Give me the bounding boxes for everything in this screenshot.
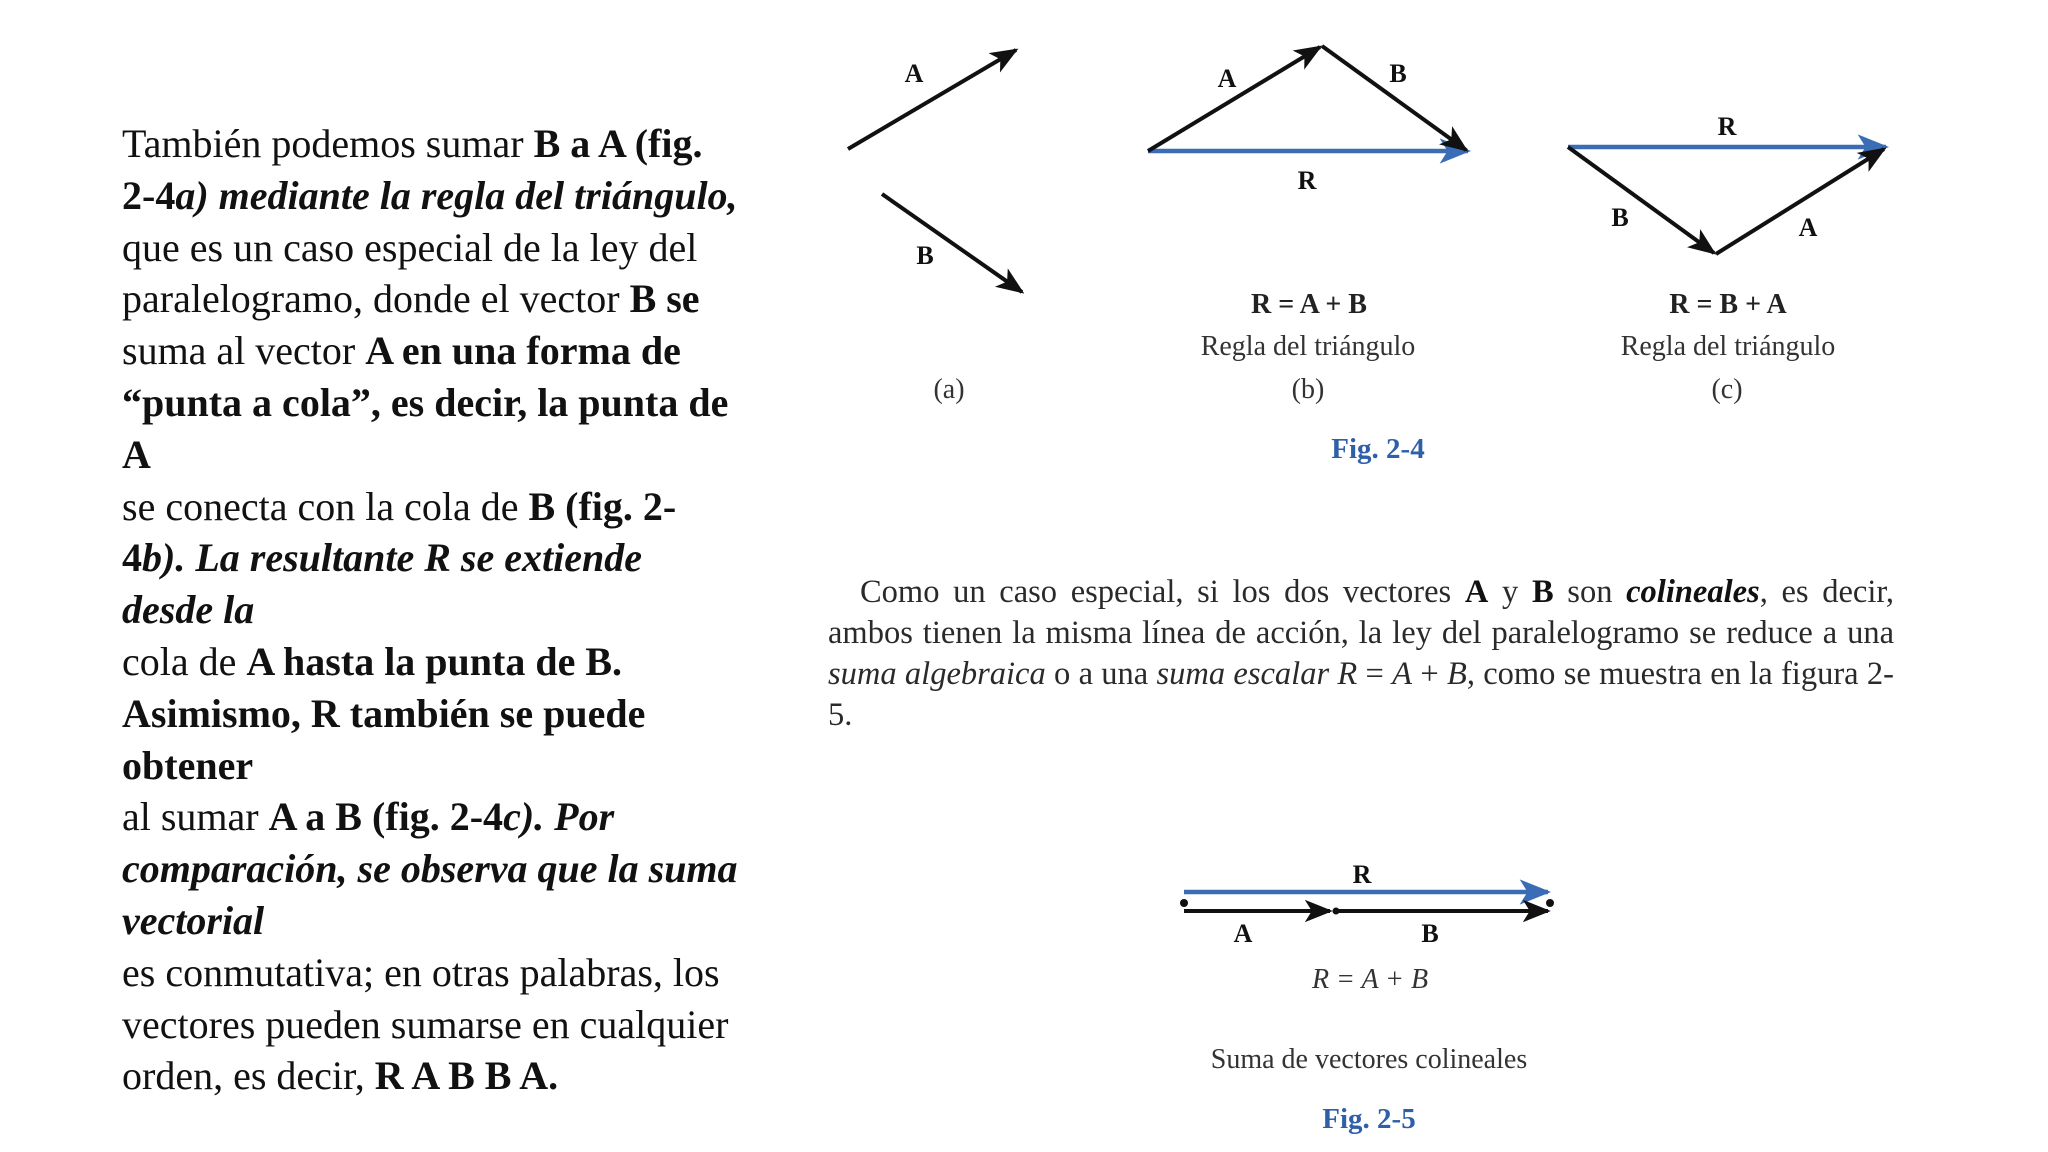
line: orden, es decir, R A B B A. xyxy=(122,1053,559,1099)
mid-point xyxy=(1333,908,1340,915)
caption-c: (c) xyxy=(1711,374,1743,405)
label-b: B xyxy=(916,241,934,270)
line: desde la xyxy=(122,587,255,633)
fig-2-4b xyxy=(1148,46,1468,405)
label-a: A xyxy=(1233,919,1253,948)
rule-label: Regla del triángulo xyxy=(1620,331,1836,362)
label-b: B xyxy=(1421,919,1439,948)
fig-2-5 xyxy=(1180,860,1554,1135)
line: vectorial xyxy=(122,897,265,943)
rule-label: Regla del triángulo xyxy=(1200,331,1416,362)
equation: R = B + A xyxy=(1669,289,1787,320)
vector-b-arrow xyxy=(1568,147,1714,253)
line: “punta a cola”, es decir, la punta de xyxy=(122,379,729,425)
start-point xyxy=(1180,899,1188,907)
line: se conecta con la cola de B (fig. 2- xyxy=(122,483,677,529)
line: También podemos sumar B a A (fig. xyxy=(122,121,703,166)
line: 2-4a) mediante la regla del triángulo, xyxy=(122,172,738,218)
line: vectores pueden sumarse en cualquier xyxy=(122,1001,729,1047)
line: paralelogramo, donde el vector B se xyxy=(122,276,700,322)
collinear-paragraph: Como un caso especial, si los dos vectores A y B son colineales, es decir, ambos tienen la misma línea de acción, la ley del paralelogramo se reduce a una suma algebraica o a una suma escalar R = A + B, como se muestra en la figura 2-5. xyxy=(828,574,1895,733)
vector-a-arrow xyxy=(1148,47,1320,151)
fig-2-4-title: Fig. 2-4 xyxy=(1331,433,1425,465)
line: obtener xyxy=(122,742,254,788)
label-a: A xyxy=(1217,64,1237,93)
fig-2-4a xyxy=(848,50,1022,405)
line: Asimismo, R también se puede xyxy=(122,690,646,736)
vector-a-arrow xyxy=(848,50,1016,149)
label-r: R xyxy=(1297,166,1317,195)
label-r: R xyxy=(1352,860,1372,889)
line: A xyxy=(122,431,151,477)
line: suma al vector A en una forma de xyxy=(122,328,681,374)
fig-2-4c xyxy=(1568,112,1886,405)
label-a: A xyxy=(1798,213,1818,242)
caption-b: (b) xyxy=(1291,374,1325,405)
label-b: B xyxy=(1611,203,1629,232)
vector-b-arrow xyxy=(882,194,1022,292)
line: cola de A hasta la punta de B. xyxy=(122,638,623,684)
end-point xyxy=(1546,899,1554,907)
line: al sumar A a B (fig. 2-4c). Por xyxy=(122,794,615,840)
label-b: B xyxy=(1389,59,1407,88)
line: 4b). La resultante R se extiende xyxy=(122,535,642,581)
equation: R = A + B xyxy=(1251,289,1367,320)
label-r: R xyxy=(1717,112,1737,141)
line: que es un caso especial de la ley del xyxy=(122,224,698,270)
label-a: A xyxy=(904,59,924,88)
caption-a: (a) xyxy=(933,374,965,405)
line: es conmutativa; en otras palabras, los xyxy=(122,949,720,995)
fig-2-5-title: Fig. 2-5 xyxy=(1322,1103,1416,1135)
line: comparación, se observa que la suma xyxy=(122,846,738,892)
equation: R = A + B xyxy=(1311,964,1429,995)
caption: Suma de vectores colineales xyxy=(1210,1044,1528,1075)
